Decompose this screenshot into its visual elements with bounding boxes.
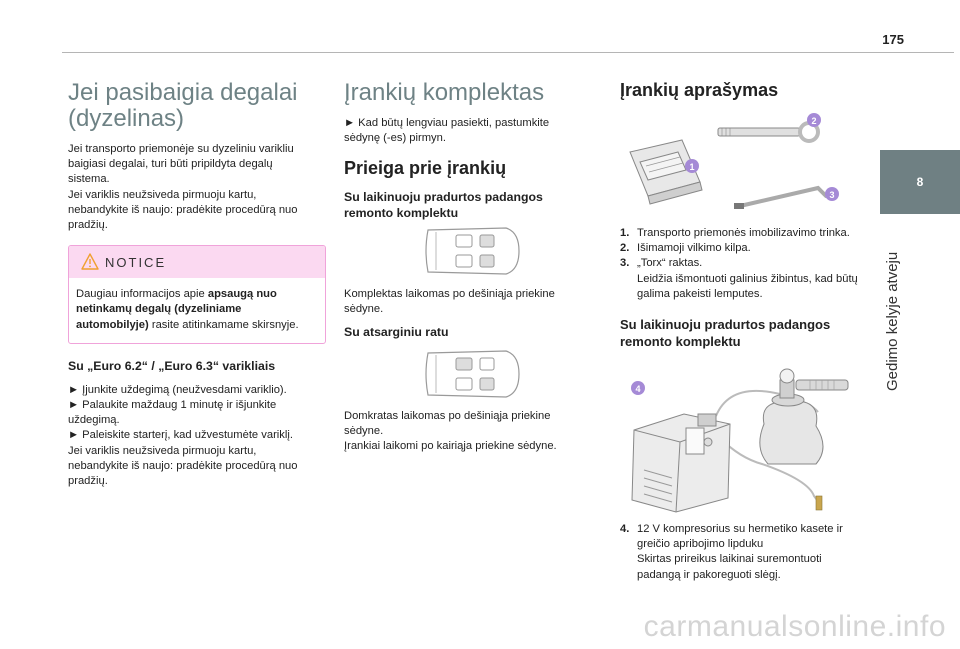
- text-line: ► Palaukite maždaug 1 minutę ir išjunkite: [68, 399, 277, 412]
- callout-4-icon: [631, 381, 645, 395]
- fuel-intro: [68, 142, 326, 233]
- svg-text:4: 4: [635, 384, 641, 394]
- item-number: 1.: [620, 227, 630, 239]
- notice-box: [68, 245, 326, 344]
- text-line: sėdyne.: [344, 303, 384, 316]
- notice-text: [69, 278, 325, 343]
- text-line: Jei variklis neužsiveda pirmuoju kartu,: [68, 188, 257, 201]
- compressor-item: [620, 522, 870, 583]
- text-line: Įrankiai laikomi po kairiąja priekine sėdyne.: [344, 440, 557, 453]
- text-line: nebandykite iš naujo: pradėkite procedūrą nuo: [68, 459, 298, 472]
- engine-steps: [68, 383, 326, 489]
- compressor-illustration: [620, 368, 870, 514]
- text-line: nebandykite iš naujo: pradėkite procedūrą nuo: [68, 203, 298, 216]
- header-rule: [62, 52, 954, 53]
- warning-icon: [81, 253, 99, 270]
- section-title-tools-description: Įrankių aprašymas: [620, 80, 779, 100]
- item-text: Skirtas prireikus laikinai suremontuoti: [637, 553, 822, 566]
- text-line: sėdyne.: [344, 425, 384, 438]
- subheading-spare-wheel: Su atsarginiu ratu: [344, 325, 449, 340]
- section-title-fuel: Jei pasibaigia degalai (dyzelinas): [68, 79, 298, 132]
- item-text: greičio apribojimo lipduku: [637, 538, 764, 551]
- text-run-bold: automobilyje): [76, 318, 149, 331]
- notice-header: [69, 246, 325, 278]
- text-line: sėdynę (-es) pirmyn.: [344, 132, 446, 145]
- item-text: Išimamoji vilkimo kilpa.: [637, 242, 751, 255]
- spare-wheel-text: [344, 409, 576, 455]
- text-run: rasite atitinkamame skirsnyje.: [148, 318, 299, 331]
- text-line: ► Kad būtų lengviau pasiekti, pastumkite: [344, 117, 550, 129]
- svg-text:3: 3: [829, 190, 835, 200]
- list-item: [620, 522, 870, 583]
- text-line: baigiasi degalai, turi būti pripildyta degalų: [68, 158, 273, 171]
- svg-text:1: 1: [689, 162, 695, 172]
- item-text: Leidžia išmontuoti galinius žibintus, kad būtų: [637, 272, 858, 285]
- chapter-number: 8: [916, 175, 924, 189]
- callout-3-icon: [825, 187, 839, 201]
- watermark: carmanualsonline.info: [643, 610, 946, 643]
- tools-list: [620, 226, 870, 350]
- tools-illustration: [620, 110, 852, 216]
- section-title-access: Prieiga prie įrankių: [344, 158, 507, 179]
- text-line: uždegimą.: [68, 414, 120, 427]
- text-line: Jei variklis neužsiveda pirmuoju kartu,: [68, 444, 257, 457]
- item-text: galima pakeisti lemputes.: [637, 287, 763, 300]
- item-text: padangą ir pakoreguoti slėgį.: [637, 568, 781, 581]
- chapter-side-label: [884, 226, 908, 406]
- item-text: Transporto priemonės imobilizavimo trinka.: [637, 227, 850, 239]
- list-item: [620, 241, 870, 256]
- car-top-view-icon: [420, 345, 522, 403]
- page-number: 175: [882, 32, 904, 47]
- section-title-toolkit: Įrankių komplektas: [344, 79, 545, 106]
- subheading-line: remonto komplektu: [620, 334, 741, 350]
- car-top-view-icon: [420, 222, 522, 280]
- chapter-title: Gedimo kelyje atveju: [884, 251, 901, 391]
- column-fuel: [68, 80, 326, 489]
- subheading-line: remonto komplektu: [344, 206, 459, 221]
- item-number: 4.: [620, 523, 630, 535]
- chapter-tab[interactable]: [880, 150, 960, 214]
- engine-subtitle: Su „Euro 6.2“ / „Euro 6.3“ varikliais: [68, 358, 276, 373]
- text-line: pradžių.: [68, 219, 108, 232]
- callout-1-icon: [685, 159, 699, 173]
- text-line: sistema.: [68, 173, 110, 186]
- text-line: pradžių.: [68, 475, 108, 488]
- toolkit-texts: [344, 287, 576, 340]
- text-run: Daugiau informacijos apie: [76, 288, 208, 301]
- text-line: Domkratas laikomas po dešiniąja priekine: [344, 410, 551, 422]
- list-item: [620, 256, 870, 302]
- column-toolkit: [344, 80, 576, 221]
- svg-text:2: 2: [811, 116, 817, 126]
- text-line: Komplektas laikomas po dešiniąja priekine: [344, 288, 555, 300]
- item-number: 2.: [620, 242, 630, 255]
- subheading-line: Su laikinuoju pradurtos padangos: [344, 190, 543, 205]
- item-number: 3.: [620, 257, 630, 270]
- item-text: 12 V kompresorius su hermetiko kasete ir: [637, 523, 843, 535]
- item-text: „Torx“ raktas.: [637, 257, 703, 270]
- notice-label: NOTICE: [105, 255, 167, 271]
- text-line: ► Įjunkite uždegimą (neužvesdami variklio).: [68, 383, 287, 396]
- text-run-bold: netinkamų degalų (dyzeliniame: [76, 303, 242, 316]
- text-line: Jei transporto priemonėje su dyzeliniu varikliu: [68, 143, 294, 155]
- list-item: [620, 226, 870, 241]
- subheading-line: Su laikinuoju pradurtos padangos: [620, 317, 831, 333]
- text-run-bold: apsaugą nuo: [207, 288, 277, 301]
- text-line: ► Paleiskite starterį, kad užvestumėte variklį.: [68, 429, 293, 442]
- column-tools-description: [620, 80, 868, 101]
- callout-2-icon: [807, 113, 821, 127]
